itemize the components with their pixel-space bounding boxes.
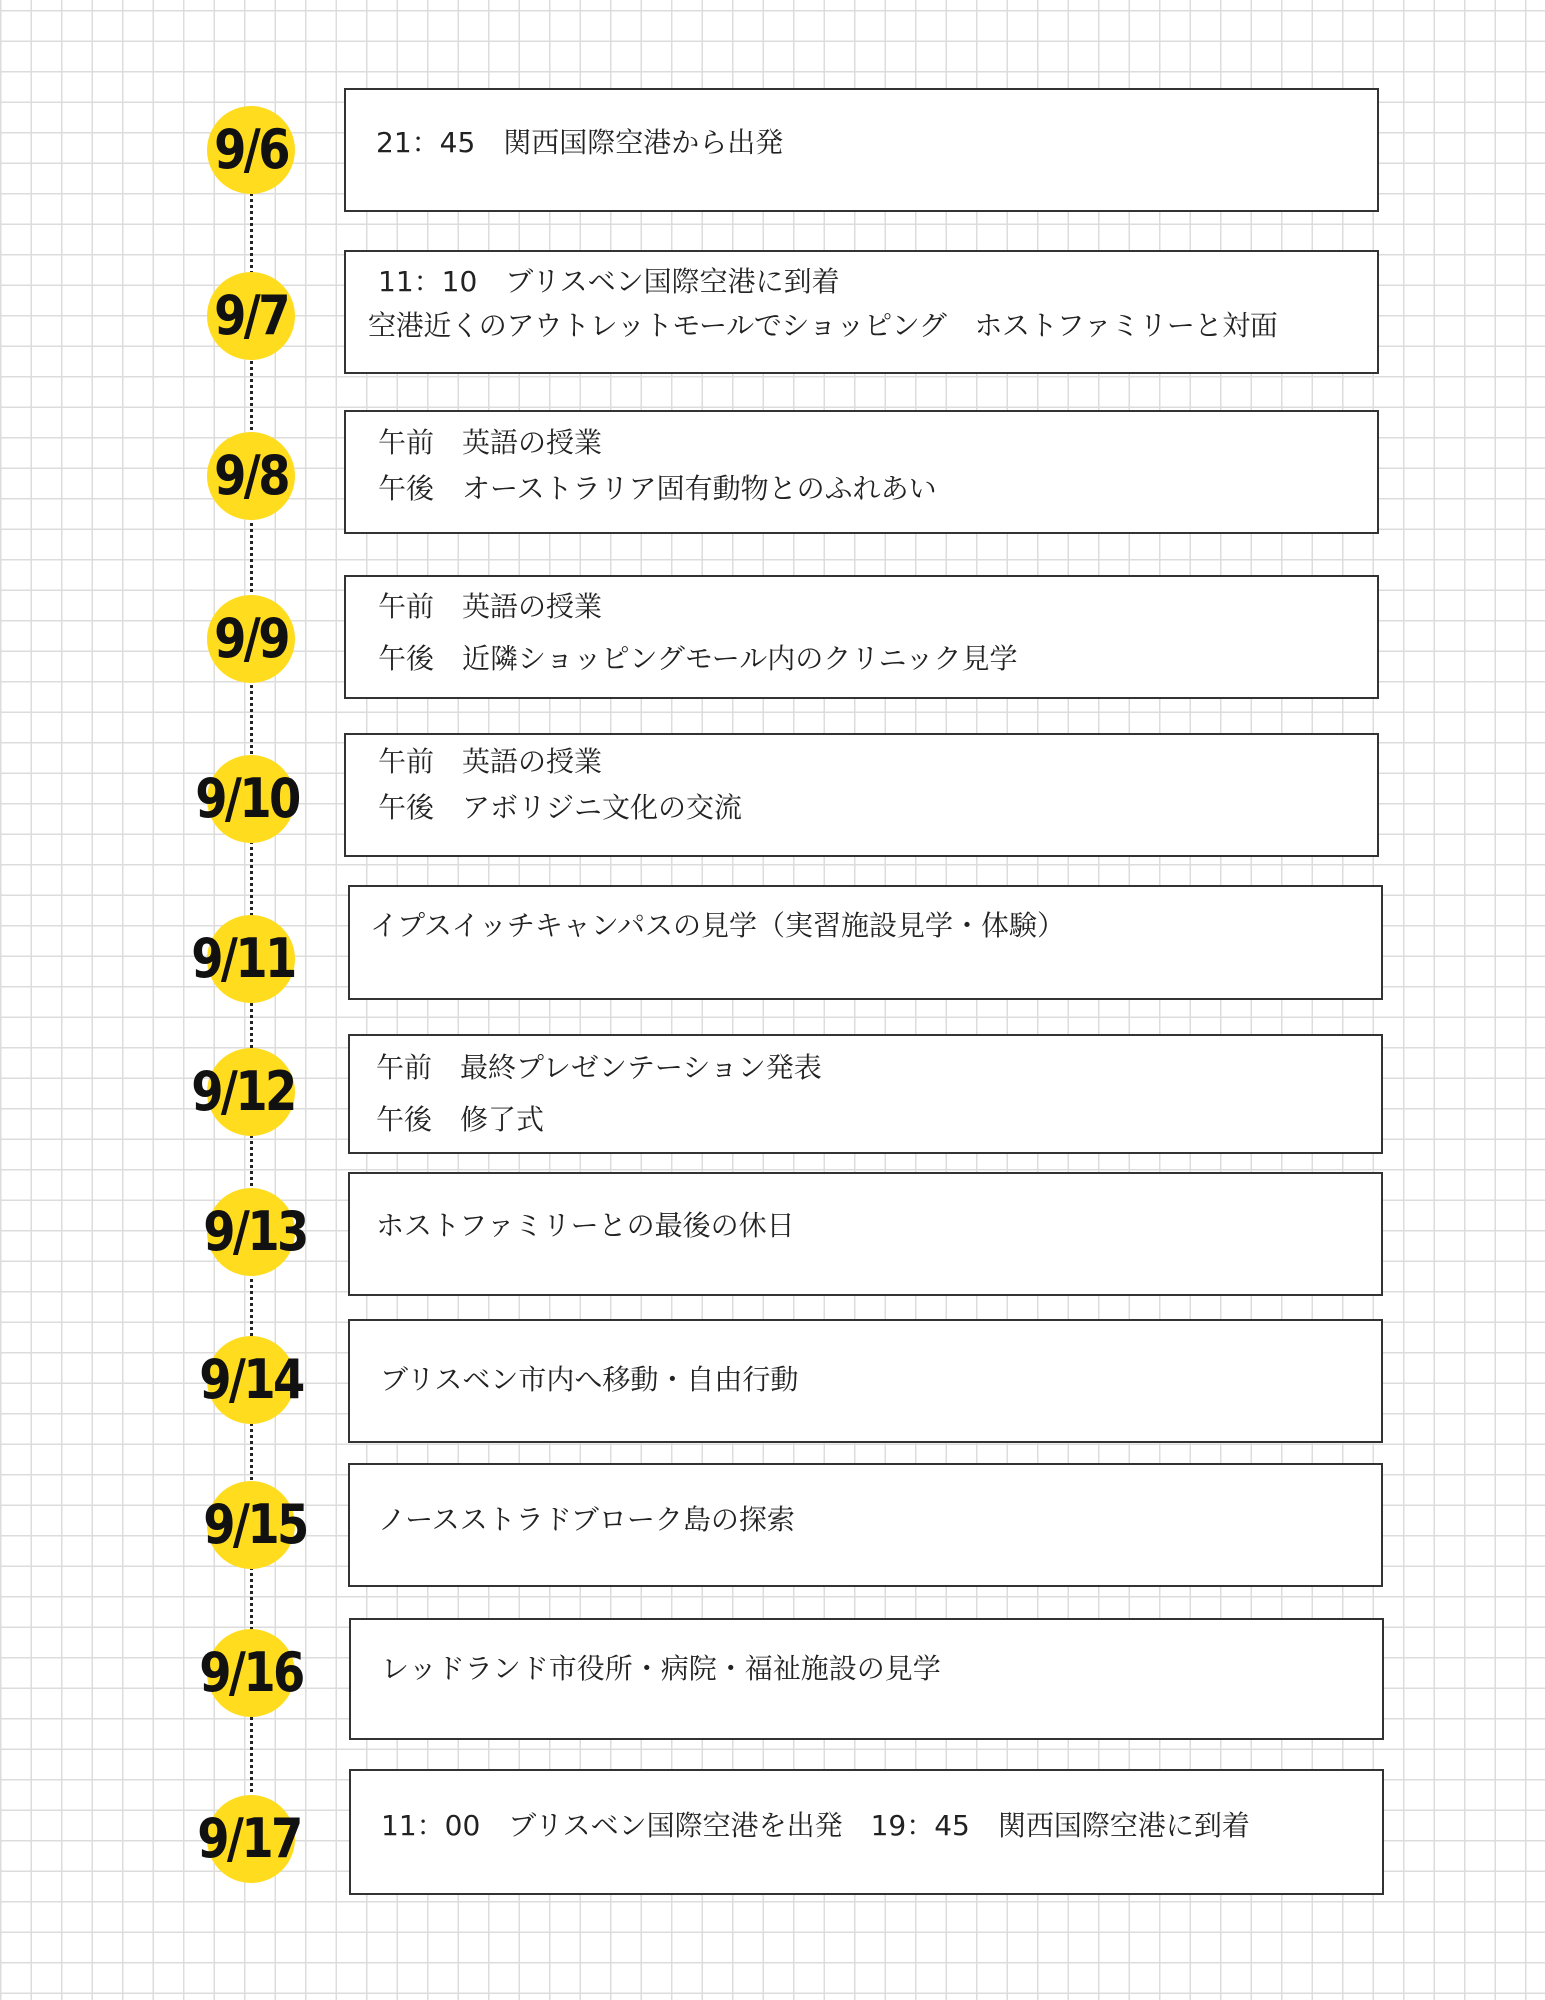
date-label: 9/13	[203, 1200, 307, 1263]
schedule-line: 午前 英語の授業	[378, 745, 603, 778]
schedule-box	[344, 88, 1379, 212]
schedule-box	[344, 250, 1379, 374]
date-label: 9/7	[214, 284, 288, 347]
schedule-line: ブリスベン市内へ移動・自由行動	[380, 1363, 799, 1396]
date-label: 9/6	[214, 118, 288, 181]
date-label: 9/12	[191, 1060, 295, 1123]
date-label: 9/14	[199, 1348, 303, 1411]
schedule-box	[348, 1172, 1383, 1296]
schedule-box	[349, 1618, 1384, 1740]
date-label: 9/15	[203, 1493, 307, 1556]
schedule-box	[344, 733, 1379, 857]
schedule-line: レッドランド市役所・病院・福祉施設の見学	[381, 1652, 941, 1685]
schedule-box	[344, 410, 1379, 534]
schedule-line: ノースストラドブローク島の探索	[378, 1503, 795, 1536]
date-label: 9/16	[199, 1641, 303, 1704]
date-label: 9/17	[197, 1807, 301, 1870]
schedule-line: ホストファミリーとの最後の休日	[376, 1209, 795, 1242]
date-label: 9/8	[214, 444, 288, 507]
schedule-box	[348, 1319, 1383, 1443]
schedule-line: 午前 英語の授業	[378, 590, 603, 623]
schedule-box	[348, 1463, 1383, 1587]
date-label: 9/10	[195, 767, 299, 830]
schedule-line: 午後 近隣ショッピングモール内のクリニック見学	[378, 642, 1018, 675]
schedule-line: イプスイッチキャンパスの見学（実習施設見学・体験）	[370, 909, 1065, 942]
schedule-line: 11：10 ブリスベン国際空港に到着	[378, 265, 840, 298]
schedule-box	[348, 1034, 1383, 1154]
schedule-box	[348, 885, 1383, 1000]
schedule-line: 21：45 関西国際空港から出発	[376, 126, 784, 159]
schedule-line: 午後 修了式	[376, 1103, 545, 1136]
date-label: 9/9	[214, 607, 288, 670]
schedule-line: 11：00 ブリスベン国際空港を出発 19：45 関西国際空港に到着	[381, 1809, 1250, 1842]
schedule-line: 午後 オーストラリア固有動物とのふれあい	[378, 472, 937, 505]
schedule-line: 午前 英語の授業	[378, 426, 603, 459]
schedule-box	[349, 1769, 1384, 1895]
schedule-line: 午前 最終プレゼンテーション発表	[376, 1051, 822, 1084]
schedule-line: 空港近くのアウトレットモールでショッピング ホストファミリーと対面	[368, 309, 1278, 342]
schedule-box	[344, 575, 1379, 699]
schedule-line: 午後 アボリジニ文化の交流	[378, 791, 743, 824]
date-label: 9/11	[191, 927, 295, 990]
